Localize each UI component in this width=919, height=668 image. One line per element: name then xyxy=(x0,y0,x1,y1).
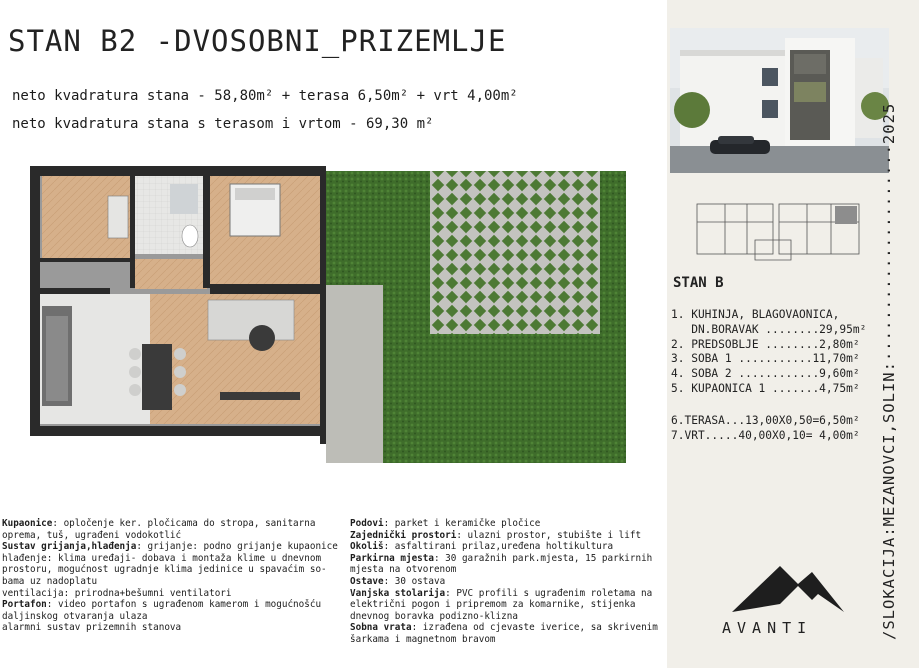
building-render xyxy=(670,28,889,173)
page-title: STAN B2 -DVOSOBNI_PRIZEMLJE xyxy=(8,24,507,58)
area-net: neto kvadratura stana - 58,80m² + terasa 6,50m² + vrt 4,00m² xyxy=(12,88,518,104)
specs-left: Kupaonice: opločenje ker. pločicama do stropa, sanitarna oprema, tuš, ugrađeni vodokotlić Sustav grijanja,hlađenja: grijanje: podno grijanje kupaonice hlađenje: klima uređaji- dobava i montaža klime u dnevnom prostoru, mogućnost ugradnje klima jedinice u spavaćim so- bama uz nadoplatu ventilacija: prirodna+bešumni ventilatori Portafon: video portafon s ugrađenom kamerom i mogućnošću daljinskog otvaranja ulaza alarmni sustav prizemnih stanova xyxy=(2,518,338,634)
brand-name: AVANTI xyxy=(722,619,813,637)
paved-area xyxy=(430,171,600,334)
area-total: neto kvadratura stana s terasom i vrtom - 69,30 m² xyxy=(12,116,434,132)
avanti-mountain-logo xyxy=(718,560,848,620)
unit-label: STAN B xyxy=(673,275,724,291)
specs-right: Podovi: parket i keramičke pločice Zajednički prostori: ulazni prostor, stubište i lift Okoliš: asfaltirani prilaz,uređena holtikultura Parkirna mjesta: 30 garažnih park.mjesta, 15 parkirnih mjesta na otvorenom Ostave: 30 ostava Vanjska stolarija: PVC profili s ugrađenim roletama na električni pogon i pripremom za komarnike, stijenka dnevnog boravka podizno-klizna Sobna vrata: izrađena od cjevaste iverice, sa skrivenim šarkama i magnetnom bravom xyxy=(350,518,658,645)
outdoor-legend: 6.TERASA...13,00X0,50=6,50m² 7.VRT.....40,00X0,10= 4,00m² xyxy=(671,414,860,442)
garden-terrace xyxy=(326,171,626,463)
site-plan-mini xyxy=(695,200,865,262)
floor-plan xyxy=(30,166,326,444)
room-predsoblje xyxy=(135,259,207,289)
room-legend: 1. KUHINJA, BLAGOVAONICA, DN.BORAVAK ........29,95m² 2. PREDSOBLJE ........2,80m² 3. SOBA 1 ...........11,70m² 4. SOBA 2 ............9,60m² 5. KUPAONICA 1 .......4,75m² xyxy=(671,308,867,395)
terrace xyxy=(326,285,383,463)
location-label: /SLOKACIJA:MEZANOVCI,SOLIN:·····················2025 xyxy=(880,102,898,640)
